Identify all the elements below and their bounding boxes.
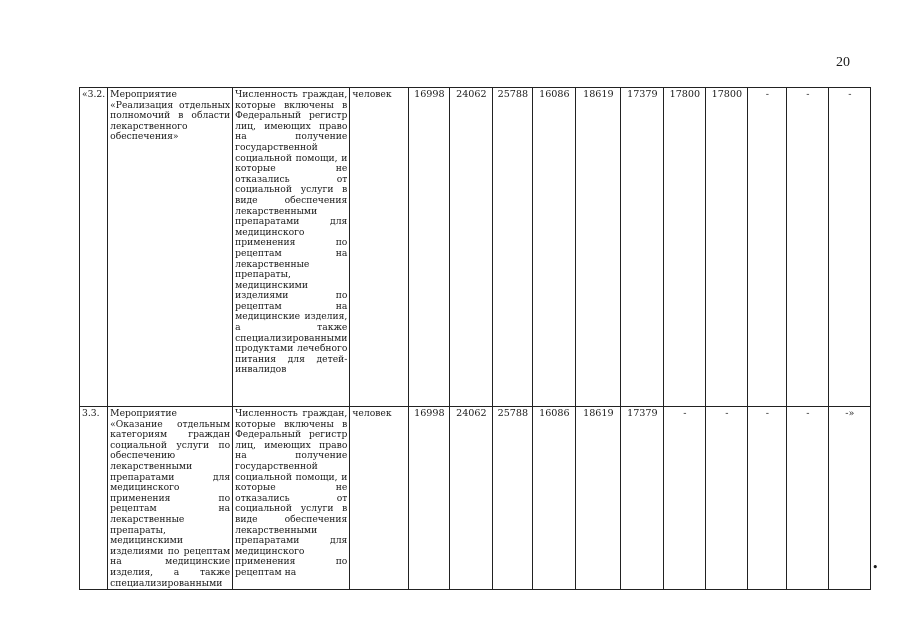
- value-cell: 25788: [493, 407, 533, 590]
- value-cell: 17379: [621, 88, 664, 407]
- measure-name-cell: Мероприятие «Реализация отдельных полномочий в области лекарственного обеспечения»: [108, 88, 233, 407]
- measure-name-cell: Мероприятие «Оказание отдельным категориям граждан социальной услуги по обеспечению лекарственными препаратами для медицинского применения по рецептам на лекарственные препараты, медицинскими изделиями по рецептам на медицинские изделия, а также специализированными: [108, 407, 233, 590]
- row-id-cell: «3.2.: [80, 88, 108, 407]
- value-cell: -: [748, 407, 787, 590]
- value-cell: -: [664, 407, 706, 590]
- indicator-cell: Численность граждан, которые включены в Федеральный регистр лиц, имеющих право на получение государственной социальной помощи, и которые не отказались от социальной услуги в виде обеспечения лекарственными препаратами для медицинского применения по рецептам на лекарственные препараты, медицинскими изделиями по рецептам на медицинские изделия, а также специализированными продуктами лечебного питания для детей-инвалидов: [233, 88, 350, 407]
- value-cell: -: [706, 407, 748, 590]
- indicators-table: [79, 87, 871, 590]
- value-cell: -»: [829, 407, 871, 590]
- table-row: [80, 407, 871, 590]
- table-row: [80, 88, 871, 407]
- value-cell: -: [787, 407, 829, 590]
- value-cell: -: [787, 88, 829, 407]
- value-cell: 24062: [450, 407, 493, 590]
- value-cell: 24062: [450, 88, 493, 407]
- value-cell: 16998: [409, 407, 450, 590]
- unit-cell: человек: [350, 407, 409, 590]
- value-cell: 18619: [576, 407, 621, 590]
- value-cell: 25788: [493, 88, 533, 407]
- value-cell: 18619: [576, 88, 621, 407]
- value-cell: 17800: [664, 88, 706, 407]
- value-cell: 16086: [533, 88, 576, 407]
- value-cell: -: [829, 88, 871, 407]
- value-cell: 16086: [533, 407, 576, 590]
- value-cell: -: [748, 88, 787, 407]
- value-cell: 16998: [409, 88, 450, 407]
- value-cell: 17379: [621, 407, 664, 590]
- scan-dot: •: [872, 561, 879, 574]
- indicator-cell: Численность граждан, которые включены в Федеральный регистр лиц, имеющих право на получение государственной социальной помощи, и которые не отказались от социальной услуги в виде обеспечения лекарственными препаратами для медицинского применения по рецептам на: [233, 407, 350, 590]
- page-number: 20: [836, 55, 850, 70]
- value-cell: 17800: [706, 88, 748, 407]
- row-id-cell: 3.3.: [80, 407, 108, 590]
- unit-cell: человек: [350, 88, 409, 407]
